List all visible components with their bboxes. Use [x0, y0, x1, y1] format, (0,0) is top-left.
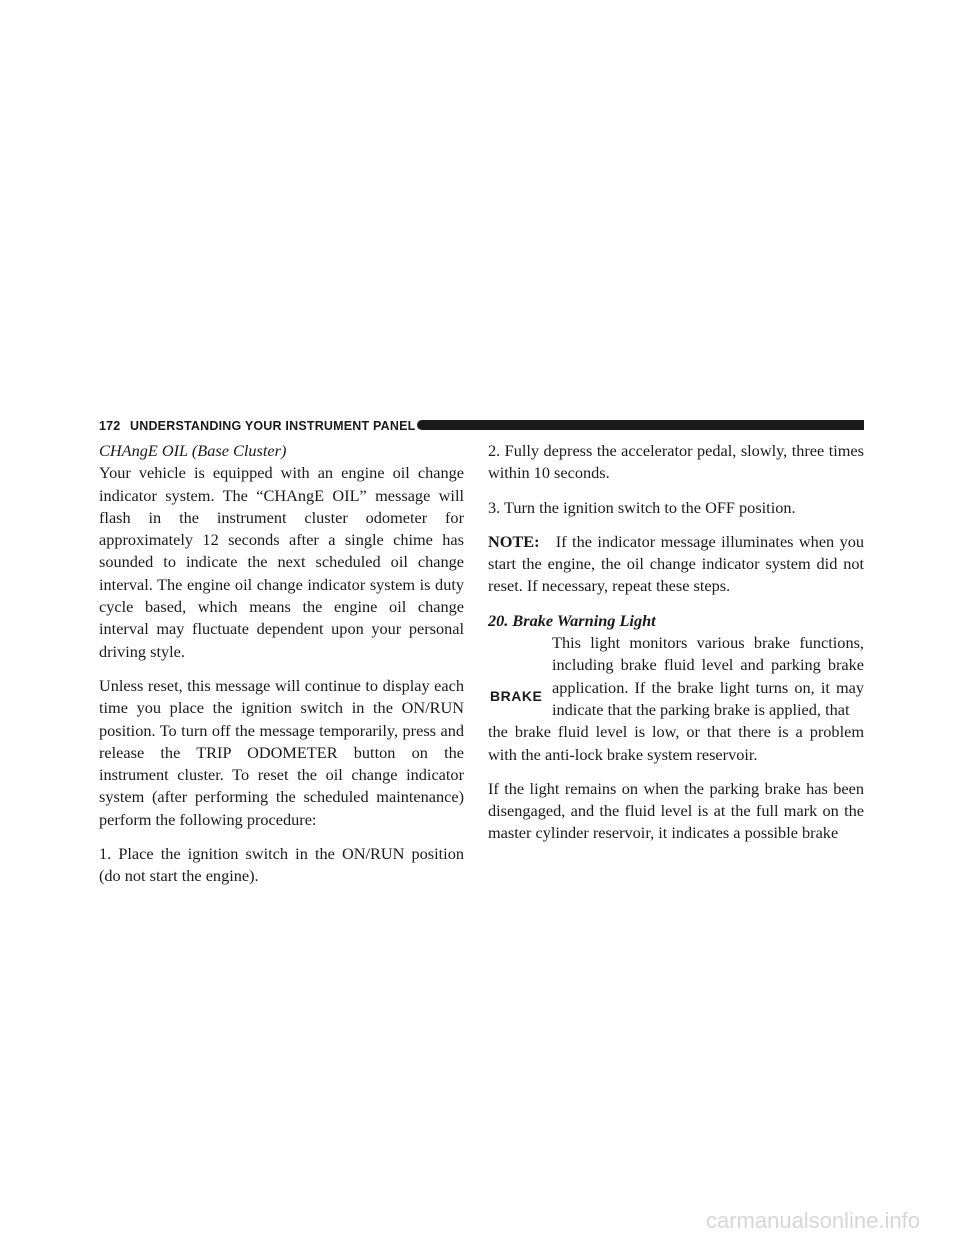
brake-text-full: the brake fluid level is low, or that there is a problem with the anti-lock brake system reservoir. — [488, 722, 864, 764]
note-label: NOTE: — [488, 531, 540, 551]
brake-warning-icon: BRAKE — [490, 688, 543, 705]
oil-step-3: 3. Turn the ignition switch to the OFF position. — [488, 497, 796, 517]
section-title: UNDERSTANDING YOUR INSTRUMENT PANEL — [130, 419, 416, 433]
note-paragraph — [488, 531, 864, 598]
right-column — [488, 440, 864, 857]
brake-section — [488, 632, 864, 766]
header-bar — [417, 420, 864, 430]
oil-heading: CHAngE OIL (Base Cluster) — [99, 441, 287, 460]
page-header — [99, 417, 864, 437]
brake-text-indented: This light monitors various brake functions, including brake fluid level and parking brake application. If the brake light turns on, it may indicate that the parking brake is applied, that — [552, 633, 864, 719]
left-column — [99, 440, 464, 900]
page-number: 172 — [99, 419, 121, 433]
brake-heading: 20. Brake Warning Light — [488, 610, 656, 630]
oil-step-2: 2. Fully depress the accelerator pedal, slowly, three times within 10 seconds. — [488, 441, 864, 483]
note-text: If the indicator message illuminates when you start the engine, the oil change indicator system did not reset. If necessary, repeat these steps. — [488, 531, 865, 596]
brake-paragraph-last: If the light remains on when the parking brake has been disengaged, and the fluid level is at the full mark on the master cylinder reservoir, it indicates a possible brake — [488, 778, 864, 843]
oil-paragraph-2: Unless reset, this message will continue to display each time you place the ignition switch in the ON/RUN position. To turn off the message temporarily, press and release the TRIP ODOMETER button on the instrument cluster. To reset the oil change indicator system (after performing the scheduled maintenance) perform the following procedure: — [99, 675, 464, 829]
watermark: carmanualsonline.info — [705, 1208, 920, 1233]
oil-step-1: 1. Place the ignition switch in the ON/RUN position (do not start the engine). — [99, 844, 464, 886]
oil-paragraph-1: Your vehicle is equipped with an engine oil change indicator system. The “CHAngE OIL” message will flash in the instrument cluster odometer for approximately 12 seconds after a single chime has sounded to indicate the next scheduled oil change interval. The engine oil change indicator system is duty cycle based, which means the engine oil change interval may fluctuate dependent upon your personal driving style. — [99, 463, 464, 661]
